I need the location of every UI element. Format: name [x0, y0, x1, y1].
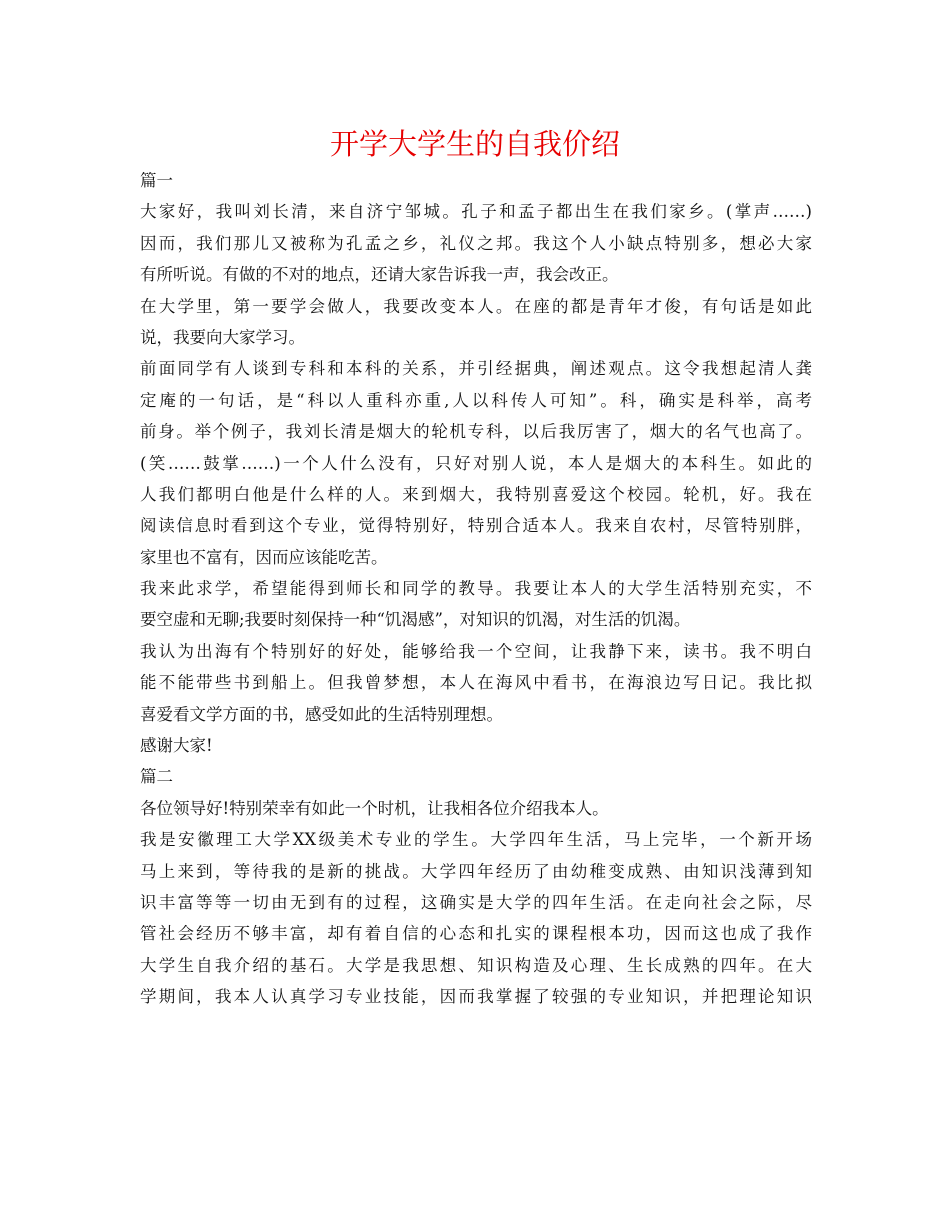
paragraph-line: 马上来到，等待我的是新的挑战。大学四年经历了由幼稚变成熟、由知识浅薄到知: [140, 861, 812, 881]
paragraph-line: 学期间，我本人认真学习专业技能，因而我掌握了较强的专业知识，并把理论知识: [140, 987, 812, 1007]
paragraph-line: 说，我要向大家学习。: [140, 327, 305, 347]
paragraph-line: 人我们都明白他是什么样的人。来到烟大，我特别喜爱这个校园。轮机，好。我在: [140, 484, 812, 504]
paragraph-line: 喜爱看文学方面的书，感受如此的生活特别理想。: [140, 704, 503, 724]
paragraph-line: 前面同学有人谈到专科和本科的关系，并引经据典，阐述观点。这令我想起清人龚: [140, 359, 812, 379]
section-heading-1: 篇一: [140, 171, 173, 190]
paragraph-line: 能不能带些书到船上。但我曾梦想，本人在海风中看书，在海浪边写日记。我比拟: [140, 673, 812, 693]
paragraph-line: 家里也不富有，因而应该能吃苦。: [140, 547, 388, 567]
paragraph-line: 前身。举个例子，我刘长清是烟大的轮机专科，以后我厉害了，烟大的名气也高了。: [140, 422, 812, 442]
paragraph-line: 各位领导好!特别荣幸有如此一个时机，让我相各位介绍我本人。: [140, 798, 609, 818]
paragraph-line: 要空虚和无聊;我要时刻保持一种“饥渴感”，对知识的饥渴，对生活的饥渴。: [140, 610, 691, 630]
paragraph-line: 管社会经历不够丰富，却有着自信的心态和扎实的课程根本功，因而这也成了我作: [140, 924, 812, 944]
paragraph-line: 我来此求学，希望能得到师长和同学的教导。我要让本人的大学生活特别充实，不: [140, 579, 812, 599]
document-body: [140, 165, 812, 1013]
paragraph-line: 我是安徽理工大学XX级美术专业的学生。大学四年生活，马上完毕，一个新开场: [140, 830, 812, 850]
paragraph-line: 感谢大家!: [140, 736, 213, 756]
paragraph-line: 在大学里，第一要学会做人，我要改变本人。在座的都是青年才俊，有句话是如此: [140, 296, 812, 316]
paragraph-line: 识丰富等等一切由无到有的过程，这确实是大学的四年生活。在走向社会之际，尽: [140, 892, 812, 912]
paragraph-line: (笑……鼓掌……)一个人什么没有，只好对别人说，本人是烟大的本科生。如此的: [140, 453, 812, 473]
paragraph-line: 定庵的一句话，是“科以人重科亦重,人以科传人可知”。科，确实是科举，高考: [140, 390, 812, 410]
paragraph-line: 我认为出海有个特别好的好处，能够给我一个空间，让我静下来，读书。我不明白: [140, 641, 812, 661]
paragraph-line: 大学生自我介绍的基石。大学是我思想、知识构造及心理、生长成熟的四年。在大: [140, 955, 812, 975]
paragraph-line: 阅读信息时看到这个专业，觉得特别好，特别合适本人。我来自农村，尽管特别胖，: [140, 516, 812, 536]
paragraph-line: 因而，我们那儿又被称为孔孟之乡，礼仪之邦。我这个人小缺点特别多，想必大家: [140, 233, 812, 253]
section-heading-2: 篇二: [140, 767, 173, 787]
document-title: 开学大学生的自我价绍: [329, 127, 620, 161]
paragraph-line: 有所听说。有做的不对的地点，还请大家告诉我一声，我会改正。: [140, 265, 619, 285]
paragraph-line: 大家好，我叫刘长清，来自济宁邹城。孔子和孟子都出生在我们家乡。(掌声……): [140, 202, 812, 222]
